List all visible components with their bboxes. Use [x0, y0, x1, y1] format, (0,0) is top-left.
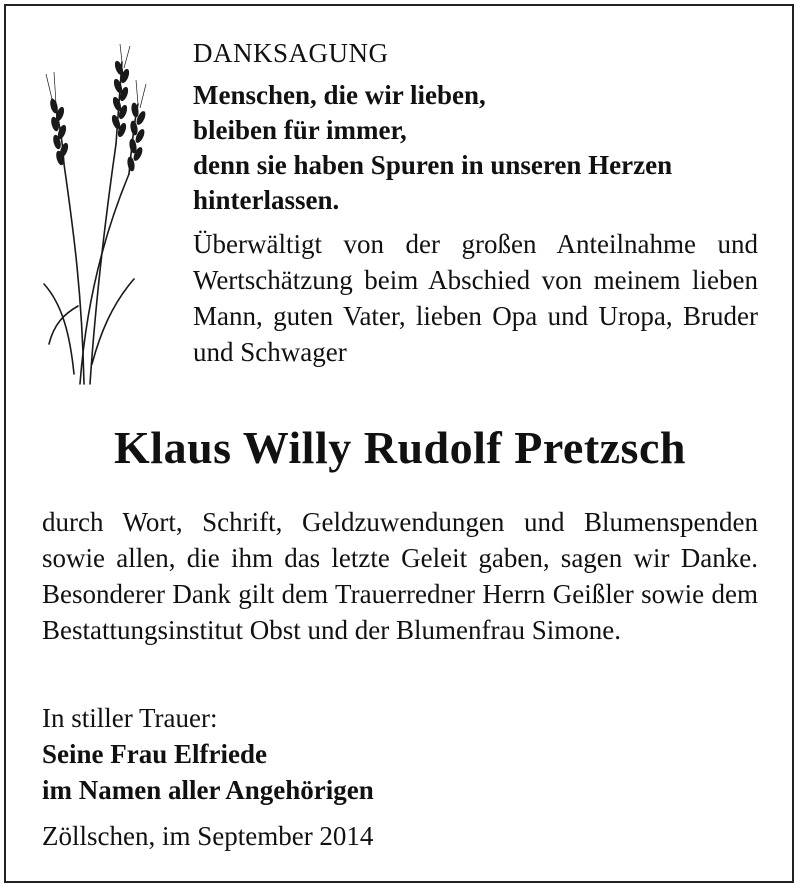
- place-date: Zöllschen, im September 2014: [42, 821, 374, 851]
- signer-line: Seine Frau Elfriede: [42, 739, 267, 769]
- motto: [193, 78, 758, 218]
- closing-intro: In stiller Trauer:: [42, 703, 218, 733]
- intro-paragraph: Überwältigt von der großen Anteilnahme und Wertschätzung beim Abschied von meinem lieben Mann, guten Vater, lieben Opa und Uropa, Bruder und Schwager: [193, 229, 758, 367]
- motto-line: bleiben für immer,: [193, 115, 407, 145]
- top-text-block: [193, 36, 758, 370]
- closing-block: [42, 700, 758, 808]
- signer-line: im Namen aller Angehörigen: [42, 775, 374, 805]
- deceased-name: Klaus Willy Rudolf Pretzsch: [114, 422, 686, 473]
- thanks-paragraph: durch Wort, Schrift, Geldzuwendungen und Blumenspenden sowie allen, die ihm das letzte Geleit gaben, sagen wir Danke. Besonderer Dank gilt dem Trauerredner Herrn Geißler sowie dem Bestattungsinstitut Obst und der Blumenfrau Simone.: [42, 507, 758, 645]
- motto-line: Menschen, die wir lieben,: [193, 80, 486, 110]
- heading: DANKSAGUNG: [193, 38, 389, 68]
- motto-line: denn sie haben Spuren in unseren Herzen: [193, 150, 673, 180]
- wheat-ears-icon: [34, 44, 154, 389]
- motto-line: hinterlassen.: [193, 185, 340, 215]
